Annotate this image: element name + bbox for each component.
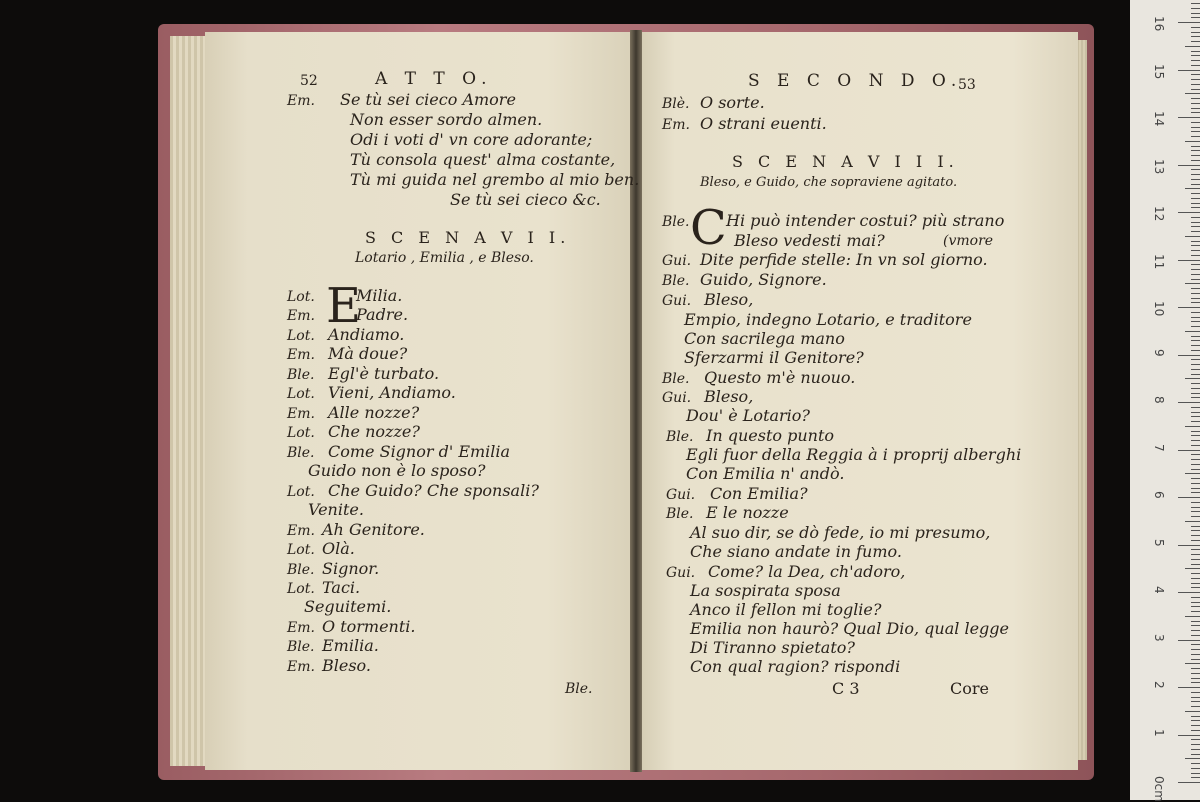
ruler-label: 9	[1152, 348, 1166, 357]
dialogue-line: O sorte.	[700, 93, 765, 112]
speaker: Gui.	[662, 390, 692, 406]
ruler-tick	[1185, 568, 1200, 569]
speaker: Lot.	[287, 542, 315, 558]
ruler-tick	[1185, 711, 1200, 712]
speaker: Ble.	[666, 429, 694, 445]
ruler-tick	[1191, 112, 1200, 113]
ruler-tick	[1191, 416, 1200, 417]
ruler-tick	[1191, 32, 1200, 33]
ruler-tick	[1191, 274, 1200, 275]
dialogue-line: Bleso,	[704, 290, 754, 309]
ruler-tick	[1191, 302, 1200, 303]
ruler-tick	[1191, 602, 1200, 603]
ruler-tick	[1191, 321, 1200, 322]
ruler-tick	[1191, 264, 1200, 265]
ruler-tick	[1191, 169, 1200, 170]
ruler-tick	[1178, 165, 1200, 166]
dialogue-line: Bleso,	[704, 387, 754, 406]
ruler-tick	[1191, 383, 1200, 384]
ruler-tick	[1191, 644, 1200, 645]
speaker: Em.	[287, 93, 315, 109]
ruler-tick	[1191, 720, 1200, 721]
ruler-tick	[1191, 554, 1200, 555]
ruler-tick	[1191, 369, 1200, 370]
ruler-tick	[1191, 716, 1200, 717]
ruler-tick	[1191, 245, 1200, 246]
ruler-tick	[1191, 578, 1200, 579]
ruler-tick	[1191, 526, 1200, 527]
ruler-tick	[1191, 55, 1200, 56]
ruler-tick	[1178, 640, 1200, 641]
verse-line: Tù consola quest' alma costante,	[350, 150, 616, 169]
ruler-tick	[1191, 488, 1200, 489]
drop-cap: E	[326, 278, 362, 334]
ruler-tick	[1191, 122, 1200, 123]
dialogue-line: Di Tiranno spietato?	[690, 638, 855, 657]
ruler-tick	[1191, 431, 1200, 432]
dialogue-line: Guido non è lo sposo?	[308, 461, 486, 480]
ruler-tick	[1191, 768, 1200, 769]
dialogue-line: Con Emilia?	[710, 484, 808, 503]
ruler-tick	[1185, 521, 1200, 522]
left-page-number: 52	[300, 73, 318, 89]
ruler-tick	[1178, 402, 1200, 403]
ruler-tick	[1191, 706, 1200, 707]
ruler-tick	[1191, 701, 1200, 702]
ruler-tick	[1191, 763, 1200, 764]
ruler-tick	[1185, 188, 1200, 189]
ruler-label: 4	[1152, 586, 1166, 594]
speaker: Lot.	[287, 425, 315, 441]
ruler-tick	[1191, 179, 1200, 180]
ruler-tick	[1191, 293, 1200, 294]
dialogue-line: Emilia non haurò? Qual Dio, qual legge	[690, 619, 1009, 638]
ruler-tick	[1178, 355, 1200, 356]
ruler-tick	[1191, 635, 1200, 636]
speaker: Gui.	[666, 565, 696, 581]
ruler-tick	[1191, 364, 1200, 365]
dialogue-line: Egli fuor della Reggia à i proprij alberghi	[686, 445, 1022, 464]
speaker: Em.	[287, 620, 315, 636]
ruler-tick	[1191, 98, 1200, 99]
ruler-tick	[1185, 758, 1200, 759]
ruler-tick	[1191, 407, 1200, 408]
verse-line: Tù mi guida nel grembo al mio ben.	[350, 170, 640, 189]
dialogue-line: Vieni, Andiamo.	[328, 383, 456, 402]
ruler-tick	[1191, 312, 1200, 313]
ruler-tick	[1191, 673, 1200, 674]
speaker: Em.	[287, 523, 315, 539]
ruler-label: 5	[1152, 538, 1166, 547]
ruler-tick	[1191, 136, 1200, 137]
speaker: Ble.	[287, 562, 315, 578]
dialogue-line: Guido, Signore.	[700, 270, 827, 289]
dialogue-line: Emilia.	[322, 636, 379, 655]
right-page-number: 53	[958, 77, 976, 93]
ruler-tick	[1191, 250, 1200, 251]
ruler-tick	[1191, 27, 1200, 28]
ruler-tick	[1191, 597, 1200, 598]
ruler-tick	[1191, 160, 1200, 161]
scene-title: S C E N A V I I I.	[732, 152, 959, 171]
ruler-tick	[1185, 46, 1200, 47]
ruler-tick	[1191, 697, 1200, 698]
ruler-tick	[1191, 583, 1200, 584]
dialogue-line: Mà doue?	[328, 344, 408, 363]
dialogue-line: Con Emilia n' andò.	[686, 464, 845, 483]
speaker: Em.	[287, 406, 315, 422]
broken-word: (vmore	[943, 233, 994, 249]
ruler-tick	[1191, 155, 1200, 156]
ruler-tick	[1191, 559, 1200, 560]
speaker: Lot.	[287, 484, 315, 500]
ruler-tick	[1185, 378, 1200, 379]
speaker: Em.	[287, 347, 315, 363]
speaker: Em.	[662, 117, 690, 133]
ruler-tick	[1191, 464, 1200, 465]
scene-cast: Bleso, e Guido, che sopraviene agitato.	[700, 175, 958, 190]
ruler-tick	[1191, 13, 1200, 14]
ruler-tick	[1191, 231, 1200, 232]
dialogue-line: Anco il fellon mi toglie?	[690, 600, 882, 619]
ruler-label: 14	[1152, 111, 1166, 127]
ruler-tick	[1178, 450, 1200, 451]
ruler-tick	[1178, 592, 1200, 593]
drop-cap: C	[690, 200, 727, 256]
speaker: Em.	[287, 308, 315, 324]
book-gutter	[630, 30, 642, 772]
dialogue-line: Signor.	[322, 559, 380, 578]
ruler-tick	[1191, 326, 1200, 327]
ruler-tick	[1191, 483, 1200, 484]
ruler-tick	[1191, 725, 1200, 726]
ruler-tick	[1191, 507, 1200, 508]
ruler-tick	[1191, 393, 1200, 394]
dialogue-line: O tormenti.	[322, 617, 416, 636]
verse-line: Se tù sei cieco Amore	[340, 90, 516, 109]
ruler-tick	[1191, 174, 1200, 175]
ruler-tick	[1191, 350, 1200, 351]
ruler-tick	[1191, 127, 1200, 128]
ruler-tick	[1185, 141, 1200, 142]
ruler-tick	[1178, 307, 1200, 308]
scene-cast: Lotario , Emilia , e Bleso.	[355, 250, 534, 266]
ruler-tick	[1191, 412, 1200, 413]
ruler-tick	[1191, 445, 1200, 446]
ruler-tick	[1191, 336, 1200, 337]
ruler-tick	[1191, 207, 1200, 208]
dialogue-line: Dite perfide stelle: In vn sol giorno.	[700, 250, 988, 269]
ruler-tick	[1191, 345, 1200, 346]
dialogue-line: Olà.	[322, 539, 355, 558]
ruler-tick	[1191, 279, 1200, 280]
ruler-tick	[1191, 730, 1200, 731]
ruler-tick	[1178, 70, 1200, 71]
ruler-tick	[1191, 454, 1200, 455]
ruler-tick	[1191, 777, 1200, 778]
ruler-tick	[1191, 89, 1200, 90]
dialogue-line: Seguitemi.	[304, 597, 392, 616]
dialogue-line: Questo m'è nuouo.	[704, 368, 856, 387]
catchword: Ble.	[565, 681, 593, 697]
ruler-label: 2	[1152, 681, 1166, 689]
ruler-tick	[1191, 222, 1200, 223]
ruler-tick	[1191, 621, 1200, 622]
left-running-head: A T T O.	[375, 69, 493, 89]
dialogue-line: La sospirata sposa	[690, 581, 841, 600]
ruler-tick	[1191, 492, 1200, 493]
dialogue-line: Con qual ragion? rispondi	[690, 657, 901, 676]
ruler-tick	[1191, 51, 1200, 52]
speaker: Em.	[287, 659, 315, 675]
ruler-tick	[1191, 654, 1200, 655]
ruler-tick	[1191, 359, 1200, 360]
ruler-tick	[1178, 260, 1200, 261]
ruler-tick	[1191, 573, 1200, 574]
ruler-tick	[1191, 108, 1200, 109]
ruler-tick	[1191, 3, 1200, 4]
dialogue-line: Andiamo.	[328, 325, 405, 344]
ruler-tick	[1191, 535, 1200, 536]
ruler-tick	[1191, 79, 1200, 80]
ruler-tick	[1191, 459, 1200, 460]
ruler-tick	[1191, 625, 1200, 626]
right-running-head: S E C O N D O.	[748, 71, 963, 91]
ruler-tick	[1191, 754, 1200, 755]
dialogue-line: Empio, indegno Lotario, e traditore	[684, 310, 972, 329]
ruler-tick	[1191, 630, 1200, 631]
dialogue-line: E le nozze	[706, 503, 789, 522]
speaker: Ble.	[662, 371, 690, 387]
ruler-label: 0cm	[1152, 776, 1166, 802]
ruler-tick	[1185, 331, 1200, 332]
ruler-tick	[1191, 659, 1200, 660]
ruler-tick	[1191, 146, 1200, 147]
verse-line: Se tù sei cieco &c.	[450, 190, 601, 209]
ruler-tick	[1178, 117, 1200, 118]
ruler-tick	[1191, 131, 1200, 132]
dialogue-line: Come? la Dea, ch'adoro,	[708, 562, 906, 581]
dialogue-line: In questo punto	[706, 426, 834, 445]
ruler-tick	[1191, 17, 1200, 18]
dialogue-line: Alle nozze?	[328, 403, 420, 422]
ruler-tick	[1178, 735, 1200, 736]
ruler-tick	[1185, 473, 1200, 474]
ruler-tick	[1191, 298, 1200, 299]
ruler-tick	[1191, 469, 1200, 470]
dialogue-line: O strani euenti.	[700, 114, 827, 133]
speaker: Gui.	[662, 293, 692, 309]
ruler-tick	[1191, 255, 1200, 256]
ruler-tick	[1191, 606, 1200, 607]
ruler-tick	[1191, 103, 1200, 104]
ruler-tick	[1191, 241, 1200, 242]
ruler-tick	[1191, 269, 1200, 270]
ruler-label: 10	[1152, 301, 1166, 317]
ruler-tick	[1191, 678, 1200, 679]
ruler-tick	[1191, 611, 1200, 612]
ruler-tick	[1191, 65, 1200, 66]
dialogue-line: Che Guido? Che sponsali?	[328, 481, 539, 500]
ruler-tick	[1191, 421, 1200, 422]
ruler-tick	[1191, 773, 1200, 774]
speaker: Lot.	[287, 289, 315, 305]
ruler-tick	[1191, 84, 1200, 85]
ruler-label: 12	[1152, 206, 1166, 222]
ruler-tick	[1191, 744, 1200, 745]
ruler-label: 16	[1152, 16, 1166, 32]
speaker: Lot.	[287, 386, 315, 402]
ruler-tick	[1191, 516, 1200, 517]
speaker: Ble.	[666, 506, 694, 522]
ruler-tick	[1185, 236, 1200, 237]
ruler-tick	[1191, 668, 1200, 669]
ruler-tick	[1191, 340, 1200, 341]
dialogue-line: Con sacrilega mano	[684, 329, 845, 348]
ruler-tick	[1191, 184, 1200, 185]
ruler-tick	[1191, 502, 1200, 503]
ruler-tick	[1191, 440, 1200, 441]
ruler-tick	[1191, 530, 1200, 531]
dialogue-line: Sferzarmi il Genitore?	[684, 348, 864, 367]
speaker: Lot.	[287, 581, 315, 597]
ruler-tick	[1191, 649, 1200, 650]
ruler-tick	[1191, 203, 1200, 204]
ruler-tick	[1191, 226, 1200, 227]
speaker: Ble.	[662, 214, 690, 230]
speaker: Blè.	[662, 96, 690, 112]
dialogue-line: Hi può intender costui? più strano	[726, 211, 1005, 230]
ruler-tick	[1191, 511, 1200, 512]
ruler-label: 3	[1152, 633, 1166, 642]
dialogue-line: Bleso.	[322, 656, 371, 675]
ruler-tick	[1178, 212, 1200, 213]
ruler-tick	[1191, 41, 1200, 42]
dialogue-line: Dou' è Lotario?	[686, 406, 811, 425]
speaker: Ble.	[287, 445, 315, 461]
ruler-tick	[1191, 193, 1200, 194]
ruler-label: 1	[1152, 728, 1166, 737]
page-edges-left	[170, 36, 208, 766]
ruler-tick	[1191, 150, 1200, 151]
ruler-label: 6	[1152, 491, 1166, 499]
ruler-label: 13	[1152, 158, 1166, 174]
ruler-tick	[1191, 739, 1200, 740]
ruler-tick	[1191, 8, 1200, 9]
ruler-tick	[1191, 198, 1200, 199]
ruler-tick	[1191, 60, 1200, 61]
speaker: Ble.	[287, 639, 315, 655]
ruler-tick	[1191, 549, 1200, 550]
ruler-tick	[1191, 217, 1200, 218]
ruler-tick	[1191, 682, 1200, 683]
ruler-tick	[1178, 782, 1200, 783]
dialogue-line: Milia.	[356, 286, 403, 305]
dialogue-line: Egl'è turbato.	[328, 364, 440, 383]
dialogue-line: Ah Genitore.	[322, 520, 425, 539]
dialogue-line: Come Signor d' Emilia	[328, 442, 511, 461]
ruler-tick	[1191, 692, 1200, 693]
ruler-tick	[1191, 564, 1200, 565]
ruler-tick	[1191, 288, 1200, 289]
ruler-tick	[1178, 497, 1200, 498]
ruler-tick	[1191, 478, 1200, 479]
ruler-tick	[1191, 540, 1200, 541]
ruler-label: 15	[1152, 63, 1166, 79]
ruler-tick	[1191, 317, 1200, 318]
scene-title: S C E N A V I I.	[365, 228, 571, 247]
ruler-tick	[1178, 22, 1200, 23]
speaker: Gui.	[666, 487, 696, 503]
dialogue-line: Venite.	[308, 500, 364, 519]
speaker: Ble.	[662, 273, 690, 289]
ruler-tick	[1191, 435, 1200, 436]
ruler-tick	[1191, 36, 1200, 37]
ruler-tick	[1191, 74, 1200, 75]
ruler-tick	[1185, 663, 1200, 664]
dialogue-line: Bleso vedesti mai?	[734, 231, 885, 250]
catchword: Core	[950, 679, 989, 698]
ruler-tick	[1178, 545, 1200, 546]
dialogue-line: Al suo dir, se dò fede, io mi presumo,	[690, 523, 991, 542]
ruler-label: 7	[1152, 443, 1166, 452]
ruler-label: 8	[1152, 396, 1166, 404]
signature-mark: C 3	[832, 679, 860, 698]
dialogue-line: Che siano andate in fumo.	[690, 542, 902, 561]
speaker: Ble.	[287, 367, 315, 383]
ruler-tick	[1178, 687, 1200, 688]
ruler-label: 11	[1152, 253, 1166, 269]
ruler-tick	[1191, 587, 1200, 588]
ruler-tick	[1185, 426, 1200, 427]
verse-line: Non esser sordo almen.	[350, 110, 543, 129]
ruler-tick	[1185, 283, 1200, 284]
ruler-tick	[1191, 374, 1200, 375]
speaker: Gui.	[662, 253, 692, 269]
ruler-tick	[1185, 616, 1200, 617]
dialogue-line: Taci.	[322, 578, 361, 597]
speaker: Lot.	[287, 328, 315, 344]
dialogue-line: Che nozze?	[328, 422, 420, 441]
verse-line: Odi i voti d' vn core adorante;	[350, 130, 593, 149]
ruler-tick	[1185, 93, 1200, 94]
ruler-tick	[1191, 749, 1200, 750]
ruler-tick	[1191, 397, 1200, 398]
dialogue-line: Padre.	[356, 305, 409, 324]
ruler-tick	[1191, 388, 1200, 389]
